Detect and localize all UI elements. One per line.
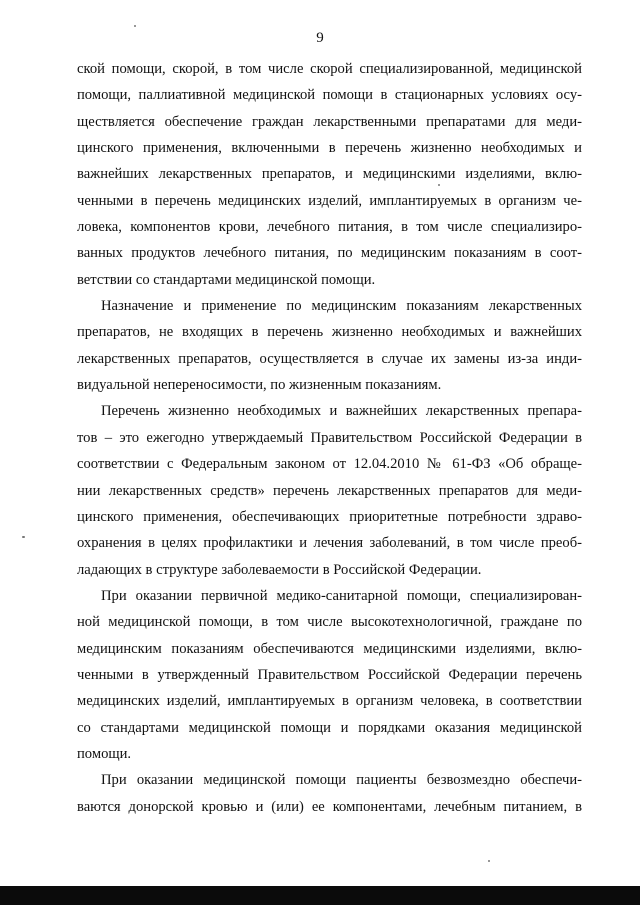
paragraph — [77, 293, 582, 398]
text-line: ветствии со стандартами медицинской помощи. — [77, 271, 376, 288]
paragraph — [77, 56, 582, 293]
text-line: ваются донорской кровью и (или) ее компонентами, лечебным питанием, в — [77, 798, 582, 815]
text-line: При оказании первичной медико-санитарной помощи, специализирован- — [101, 587, 582, 604]
text-line: ской помощи, скорой, в том числе скорой специализированной, медицинской — [77, 61, 582, 77]
scan-speck — [438, 184, 440, 186]
document-body — [77, 56, 582, 820]
text-line: медицинским показаниям обеспечиваются медицинскими изделиями, вклю- — [77, 640, 582, 657]
text-line: ловека, компонентов крови, лечебного питания, в том числе специализиро- — [77, 219, 582, 236]
text-line: соответствии с Федеральным законом от 12.04.2010 № 61-ФЗ «Об обраще- — [77, 456, 582, 473]
scan-speck — [488, 860, 490, 862]
scan-edge-bar — [0, 886, 640, 905]
text-line: ченными в утвержденный Правительством Российской Федерации перечень — [77, 666, 582, 683]
text-line: нии лекарственных средств» перечень лекарственных препаратов для меди- — [77, 482, 582, 499]
text-line: ванных продуктов лечебного питания, по медицинским показаниям в соот- — [77, 245, 582, 262]
text-line: цинского применения, включенными в перечень жизненно необходимых и — [77, 140, 582, 157]
text-line: лекарственных препаратов, осуществляется в случае их замены из-за инди- — [77, 350, 582, 367]
text-line: тов – это ежегодно утверждаемый Правительством Российской Федерации в — [77, 429, 582, 446]
text-line: ществляется обеспечение граждан лекарственными препаратами для меди- — [77, 113, 582, 130]
paragraph — [77, 398, 582, 582]
text-line: помощи, паллиативной медицинской помощи в стационарных условиях осу- — [77, 87, 582, 104]
text-line: важнейших лекарственных препаратов, и медицинскими изделиями, вклю- — [77, 166, 582, 183]
text-line: ладающих в структуре заболеваемости в Российской Федерации. — [77, 561, 482, 578]
text-line: ченными в перечень медицинских изделий, имплантируемых в организм че- — [77, 192, 582, 209]
scan-speck — [22, 536, 25, 538]
text-line: Назначение и применение по медицинским показаниям лекарственных — [101, 298, 582, 315]
text-line: видуальной непереносимости, по жизненным показаниям. — [77, 377, 442, 394]
scan-speck — [134, 25, 136, 27]
text-line: препаратов, не входящих в перечень жизненно необходимых и важнейших — [77, 324, 582, 341]
text-line: цинского применения, обеспечивающих приоритетные потребности здраво- — [77, 508, 582, 525]
text-line: со стандартами медицинской помощи и порядками оказания медицинской — [77, 719, 582, 736]
paragraph — [77, 583, 582, 767]
page-number: 9 — [316, 30, 324, 46]
paragraph — [77, 767, 582, 820]
text-line: помощи. — [77, 745, 132, 762]
text-line: медицинских изделий, имплантируемых в организм человека, в соответствии — [77, 693, 582, 710]
text-line: ной медицинской помощи, в том числе высокотехнологичной, граждане по — [77, 614, 582, 631]
text-line: Перечень жизненно необходимых и важнейших лекарственных препара- — [101, 403, 582, 420]
text-line: охранения в целях профилактики и лечения заболеваний, в том числе преоб- — [77, 535, 582, 552]
text-line: При оказании медицинской помощи пациенты безвозмездно обеспечи- — [101, 772, 582, 789]
